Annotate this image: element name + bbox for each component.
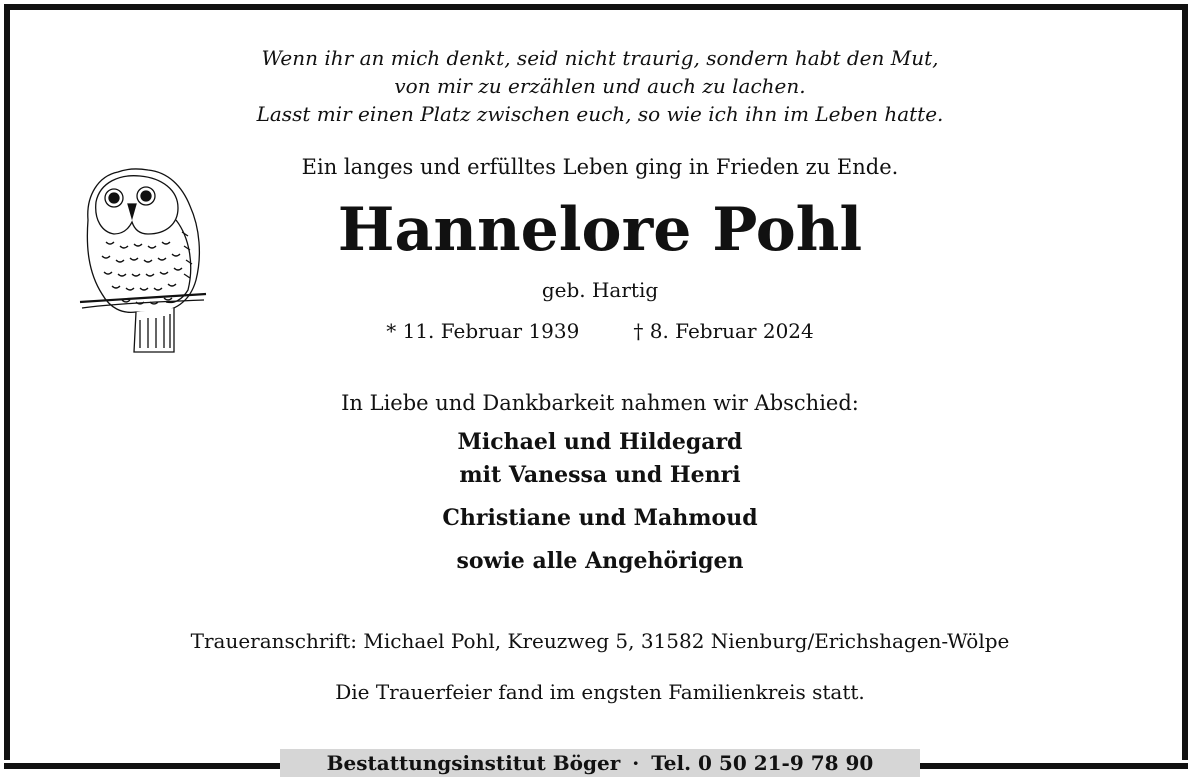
footer-separator: · bbox=[632, 751, 640, 775]
maiden-name: geb. Hartig bbox=[541, 278, 659, 302]
mourning-address: Traueranschrift: Michael Pohl, Kreuzweg 5, 31582 Nienburg/Erichshagen-Wölpe bbox=[190, 629, 1010, 653]
death-date: † 8. Februar 2024 bbox=[633, 319, 814, 343]
intro-text: Ein langes und erfülltes Leben ging in Frieden zu Ende. bbox=[301, 155, 899, 179]
mourner-line: Michael und Hildegard bbox=[457, 429, 743, 455]
farewell-text: In Liebe und Dankbarkeit nahmen wir Abschied: bbox=[341, 391, 859, 415]
poem-line-2: von mir zu erzählen und auch zu lachen. bbox=[394, 74, 806, 98]
ceremony-note: Die Trauerfeier fand im engsten Familienkreis statt. bbox=[335, 680, 865, 704]
funeral-home-name: Bestattungsinstitut Böger bbox=[326, 751, 621, 775]
poem-line-1: Wenn ihr an mich denkt, seid nicht traurig, sondern habt den Mut, bbox=[261, 46, 939, 70]
bottom-rule-left bbox=[4, 763, 280, 769]
mourner-line: Christiane und Mahmoud bbox=[442, 505, 758, 531]
funeral-home-phone: Tel. 0 50 21-9 78 90 bbox=[651, 751, 874, 775]
mourner-line: mit Vanessa und Henri bbox=[459, 462, 741, 488]
owl-icon bbox=[78, 162, 210, 356]
birth-date: * 11. Februar 1939 bbox=[386, 319, 580, 343]
deceased-name: Hannelore Pohl bbox=[337, 195, 863, 265]
bottom-rule-right bbox=[920, 763, 1188, 769]
poem-line-3: Lasst mir einen Platz zwischen euch, so wie ich ihn im Leben hatte. bbox=[256, 102, 944, 126]
mourner-line: sowie alle Angehörigen bbox=[456, 548, 744, 574]
poem bbox=[0, 44, 1200, 128]
funeral-home-footer bbox=[280, 749, 920, 777]
